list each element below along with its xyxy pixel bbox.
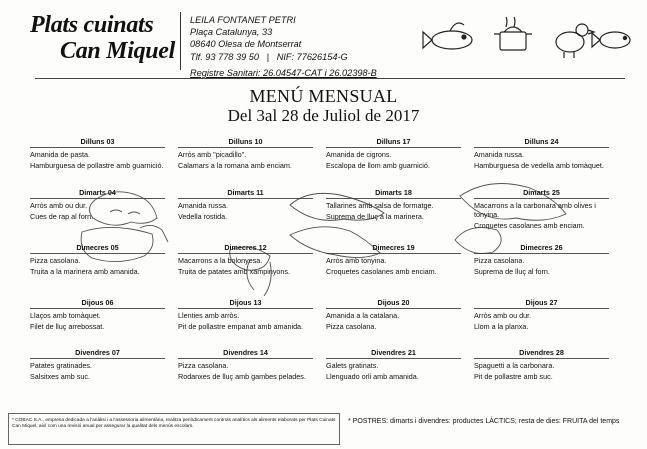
dish: Amanida russa. bbox=[178, 201, 228, 210]
day-heading: Dilluns 17 bbox=[326, 137, 461, 148]
dish: Filet de lluç arrebossat. bbox=[30, 322, 105, 331]
day-cell bbox=[178, 243, 313, 278]
fish-icon bbox=[592, 32, 630, 48]
dish: Pizza casolana. bbox=[474, 256, 525, 265]
dish: Spaguetti a la carbonara. bbox=[474, 361, 555, 370]
day-heading: Dimecres 05 bbox=[30, 243, 165, 254]
dish: Hamburguesa de pollastre amb guarnició. bbox=[30, 161, 164, 170]
day-cell bbox=[30, 298, 165, 333]
dish: Croquetes casolanes amb enciam. bbox=[326, 267, 437, 276]
dish: Truita a la marinera amb amanida. bbox=[30, 267, 140, 276]
day-heading: Divendres 28 bbox=[474, 348, 609, 359]
day-heading: Dimarts 25 bbox=[474, 188, 609, 199]
dish: Calamars a la romana amb enciam. bbox=[178, 161, 292, 170]
dish: Escalopa de llom amb guarnició. bbox=[326, 161, 430, 170]
day-cell bbox=[30, 188, 165, 223]
health-registry: Registre Sanitari: 26.04547-CAT i 26.02398-B bbox=[190, 67, 377, 78]
nif: NIF: 77626154-G bbox=[276, 51, 348, 62]
dish: Galets gratinats. bbox=[326, 361, 379, 370]
menu-title: MENÚ MENSUAL bbox=[249, 86, 398, 106]
dish: Llenties amb arròs. bbox=[178, 311, 240, 320]
dish: Amanida de cigrons. bbox=[326, 150, 392, 159]
pot-icon bbox=[494, 17, 532, 50]
day-heading: Dimecres 26 bbox=[474, 243, 609, 254]
address-block bbox=[190, 14, 377, 79]
menu-date-range: Del 3al 28 de Juliol de 2017 bbox=[227, 106, 420, 125]
day-cell bbox=[474, 348, 609, 383]
dish: Pizza casolana. bbox=[30, 256, 81, 265]
dish: Suprema de lluç al forn. bbox=[474, 267, 550, 276]
dish: Hamburguesa de vedella amb tomàquet. bbox=[474, 161, 604, 170]
phone-nif-row bbox=[190, 51, 377, 63]
day-heading: Dimarts 04 bbox=[30, 188, 165, 199]
day-heading: Dilluns 03 bbox=[30, 137, 165, 148]
cartoon-icons bbox=[420, 12, 640, 62]
day-heading: Dimarts 11 bbox=[178, 188, 313, 199]
dish: Llenguado orli amb amanida. bbox=[326, 372, 419, 381]
city: 08640 Olesa de Montserrat bbox=[190, 39, 302, 50]
day-heading: Dilluns 24 bbox=[474, 137, 609, 148]
day-cell bbox=[30, 243, 165, 278]
day-cell bbox=[326, 298, 461, 333]
dish: Pizza casolana. bbox=[326, 322, 377, 331]
dish: Macarrons a la bolonyesa. bbox=[178, 256, 263, 265]
day-heading: Dilluns 10 bbox=[178, 137, 313, 148]
day-cell bbox=[474, 243, 609, 278]
day-heading: Divendres 14 bbox=[178, 348, 313, 359]
day-cell bbox=[30, 137, 165, 172]
logo-line2: Can Miquel bbox=[60, 38, 176, 64]
dish: Amanida russa. bbox=[474, 150, 524, 159]
dish: Pit de pollastre amb suc. bbox=[474, 372, 553, 381]
day-heading: Dimecres 12 bbox=[178, 243, 313, 254]
day-cell bbox=[474, 188, 609, 232]
day-cell bbox=[178, 137, 313, 172]
day-cell bbox=[474, 298, 609, 333]
header-divider bbox=[180, 12, 181, 70]
owner-name: LEILA FONTANET PETRI bbox=[190, 15, 296, 25]
dish: Tallarines amb salsa de formatge. bbox=[326, 201, 434, 210]
chicken-icon bbox=[556, 24, 594, 58]
day-cell bbox=[474, 137, 609, 172]
street: Plaça Catalunya, 33 bbox=[190, 27, 273, 38]
day-heading: Divendres 21 bbox=[326, 348, 461, 359]
day-heading: Divendres 07 bbox=[30, 348, 165, 359]
dish: Pizza casolana. bbox=[178, 361, 229, 370]
day-heading: Dijous 27 bbox=[474, 298, 609, 309]
company-disclaimer: * COBAC S.A., empresa dedicada a l'anàlisi i a l'assessoria alimentària, realitza periòdicament controls analítics als aliments elaborats per Plats Cuinats Can Miquel, així com una revisió anual per assegurar la qualitat dels menús escolars. bbox=[8, 413, 340, 445]
day-cell bbox=[178, 298, 313, 333]
dish: Arròs amb ou dur. bbox=[30, 201, 88, 210]
dish: Patates gratinades. bbox=[30, 361, 92, 370]
dish: Croquetes casolanes amb enciam. bbox=[474, 221, 585, 230]
day-cell bbox=[178, 188, 313, 223]
day-cell bbox=[326, 188, 461, 223]
dish: Arròs amb ou dur. bbox=[474, 311, 532, 320]
dish: Truita de patates amb xampinyons. bbox=[178, 267, 290, 276]
desserts-note: * POSTRES: dimarts i divendres: productes LÀCTICS; resta de dies: FRUITA del temps bbox=[348, 418, 620, 425]
dish: Cues de rap al forn. bbox=[30, 212, 94, 221]
day-heading: Dijous 06 bbox=[30, 298, 165, 309]
day-cell bbox=[326, 243, 461, 278]
dish: Macarrons a la carbonara amb olives i tonyina. bbox=[474, 201, 596, 219]
dish: Llaços amb tomàquet. bbox=[30, 311, 101, 320]
day-heading: Dijous 13 bbox=[178, 298, 313, 309]
dish: Amanida a la catalana. bbox=[326, 311, 400, 320]
day-cell bbox=[326, 137, 461, 172]
day-heading: Dimarts 18 bbox=[326, 188, 461, 199]
day-heading: Dijous 20 bbox=[326, 298, 461, 309]
header-rule bbox=[35, 78, 625, 79]
logo-line1: Plats cuinats bbox=[30, 12, 154, 38]
phone: Tlf. 93 778 39 50 bbox=[190, 51, 259, 62]
dish: Llom a la planxa. bbox=[474, 322, 529, 331]
dish: Vedella rostida. bbox=[178, 212, 228, 221]
fish-chef-icon bbox=[423, 23, 472, 49]
day-heading: Dimecres 19 bbox=[326, 243, 461, 254]
day-cell bbox=[326, 348, 461, 383]
dish: Rodanxes de lluç amb gambes pelades. bbox=[178, 372, 306, 381]
day-cell bbox=[30, 348, 165, 383]
dish: Arròs amb "picadillo". bbox=[178, 150, 247, 159]
phone-nif-separator: | bbox=[266, 51, 270, 62]
dish: Amanida de pasta. bbox=[30, 150, 90, 159]
dish: Arròs amb tonyina. bbox=[326, 256, 387, 265]
dish: Pit de pollastre empanat amb amanida. bbox=[178, 322, 304, 331]
day-cell bbox=[178, 348, 313, 383]
dish: Suprema de lluç a la marinera. bbox=[326, 212, 424, 221]
dish: Salsitxes amb suc. bbox=[30, 372, 90, 381]
